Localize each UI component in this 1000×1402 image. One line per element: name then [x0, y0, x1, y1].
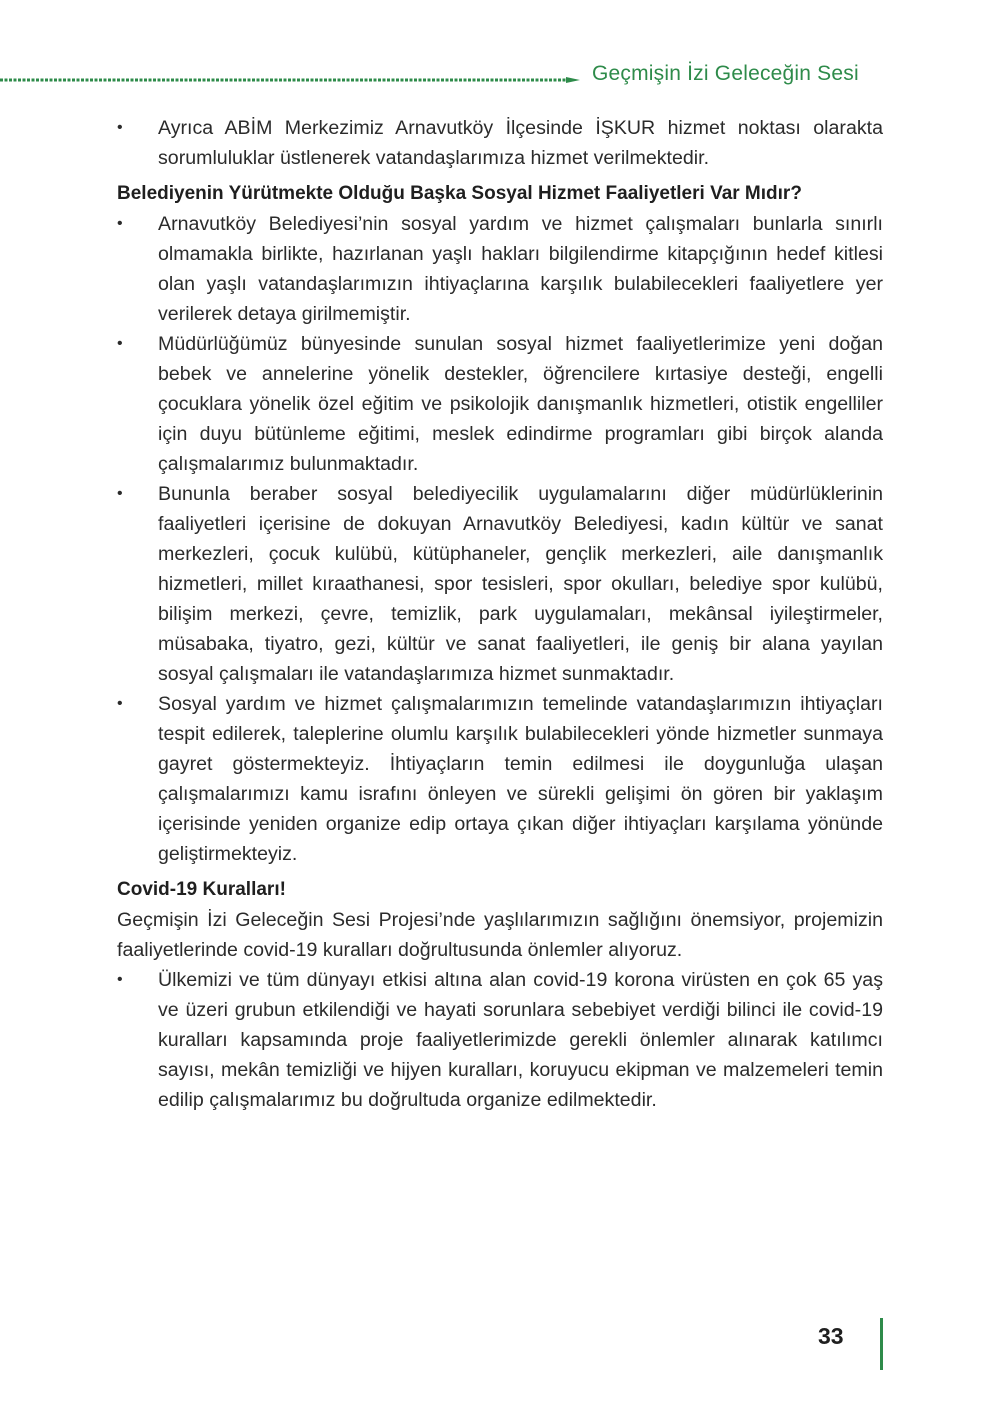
section-heading: Belediyenin Yürütmekte Olduğu Başka Sosyal Hizmet Faaliyetleri Var Mıdır?: [117, 183, 802, 204]
bullet-text: Ayrıca ABİM Merkezimiz Arnavutköy İlçesinde İŞKUR hizmet noktası olarakta sorumluluklar üstlenerek vatandaşlarımıza hizmet verilmektedir.: [158, 117, 883, 169]
bullet-item: [117, 329, 883, 479]
bullet-text: Arnavutköy Belediyesi’nin sosyal yardım ve hizmet çalışmaları bunlarla sınırlı olmamakla birlikte, hazırlanan yaşlı hakları bilgilendirme kitapçığının hedef kitlesi olan yaşlı vatandaşlarımızın ihtiyaçlarına karşılık bulabilecekleri faaliyetlere yer verilerek detaya girilmemiştir.: [158, 213, 883, 325]
bullet-icon: •: [117, 971, 123, 988]
bullet-item: [117, 965, 883, 1115]
header-decorative-rule: [0, 77, 580, 83]
bullet-text: Sosyal yardım ve hizmet çalışmalarımızın temelinde vatandaşlarımızın ihtiyaçları tespit edilerek, taleplerine olumlu karşılık bulabilecekleri yönde hizmetler sunmaya gayret göstermekteyiz. İhtiyaçların temin edilmesi ile doygunluğa ulaşan çalışmalarımızı kamu israfını önleyen ve sürekli gelişimi ön gören bir yaklaşım içerisinde yeniden organize edip ortaya çıkan diğer ihtiyaçları karşılama yönünde geliştirmekteyiz.: [158, 693, 883, 865]
bullet-item: [117, 479, 883, 689]
section-heading: Covid-19 Kuralları!: [117, 879, 286, 900]
bullet-text: Müdürlüğümüz bünyesinde sunulan sosyal hizmet faaliyetlerimize yeni doğan bebek ve annelerine yönelik destekler, öğrencilere kırtasiye desteği, engelli çocuklara yönelik özel eğitim ve psikolojik danışmanlık hizmetleri, otistik engelliler için duyu bütünleme eğitimi, meslek edindirme programları gibi birçok alanda çalışmalarımız bulunmaktadır.: [158, 333, 883, 475]
bullet-icon: •: [117, 695, 123, 712]
bullet-item: [117, 209, 883, 329]
bullet-icon: •: [117, 485, 123, 502]
section-paragraph: Geçmişin İzi Geleceğin Sesi Projesi’nde yaşlılarımızın sağlığını önemsiyor, projemizin faaliyetlerinde covid-19 kuralları doğrultusunda önlemler alıyoruz.: [117, 909, 883, 961]
bullet-text: Ülkemizi ve tüm dünyayı etkisi altına alan covid-19 korona virüsten en çok 65 yaş ve üzeri grubun etkilendiği ve hayati sorunlara sebebiyet verdiği bilinci ile covid-19 kuralları kapsamında proje faaliyetlerimizde gerekli önlemler alınarak katılımcı sayısı, mekân temizliği ve hijyen kuralları, koruyucu ekipman ve malzemeleri temin edilip çalışmalarımız bu doğrultuda organize edilmektedir.: [158, 969, 883, 1111]
bullet-text: Bununla beraber sosyal belediyecilik uygulamalarını diğer müdürlüklerinin faaliyetleri içerisine de dokuyan Arnavutköy Belediyesi, kadın kültür ve sanat merkezleri, çocuk kulübü, kütüphaneler, gençlik merkezleri, aile danışmanlık hizmetleri, millet kıraathanesi, spor tesisleri, spor okulları, belediye spor kulübü, bilişim merkezi, çevre, temizlik, park uygulamaları, mekânsal iyileştirmeler, müsabaka, tiyatro, gezi, kültür ve sanat faaliyetleri, ile geniş bir alana yayılan sosyal çalışmaları ile vatandaşlarımıza hizmet sunmaktadır.: [158, 483, 883, 685]
page-number-divider: [880, 1318, 883, 1370]
page-number: 33: [818, 1323, 844, 1349]
running-title: Geçmişin İzi Geleceğin Sesi: [592, 62, 859, 85]
bullet-icon: •: [117, 215, 123, 232]
bullet-icon: •: [117, 119, 123, 136]
page-content: [117, 113, 883, 1115]
bullet-icon: •: [117, 335, 123, 352]
bullet-item: [117, 689, 883, 869]
bullet-item: [117, 113, 883, 173]
